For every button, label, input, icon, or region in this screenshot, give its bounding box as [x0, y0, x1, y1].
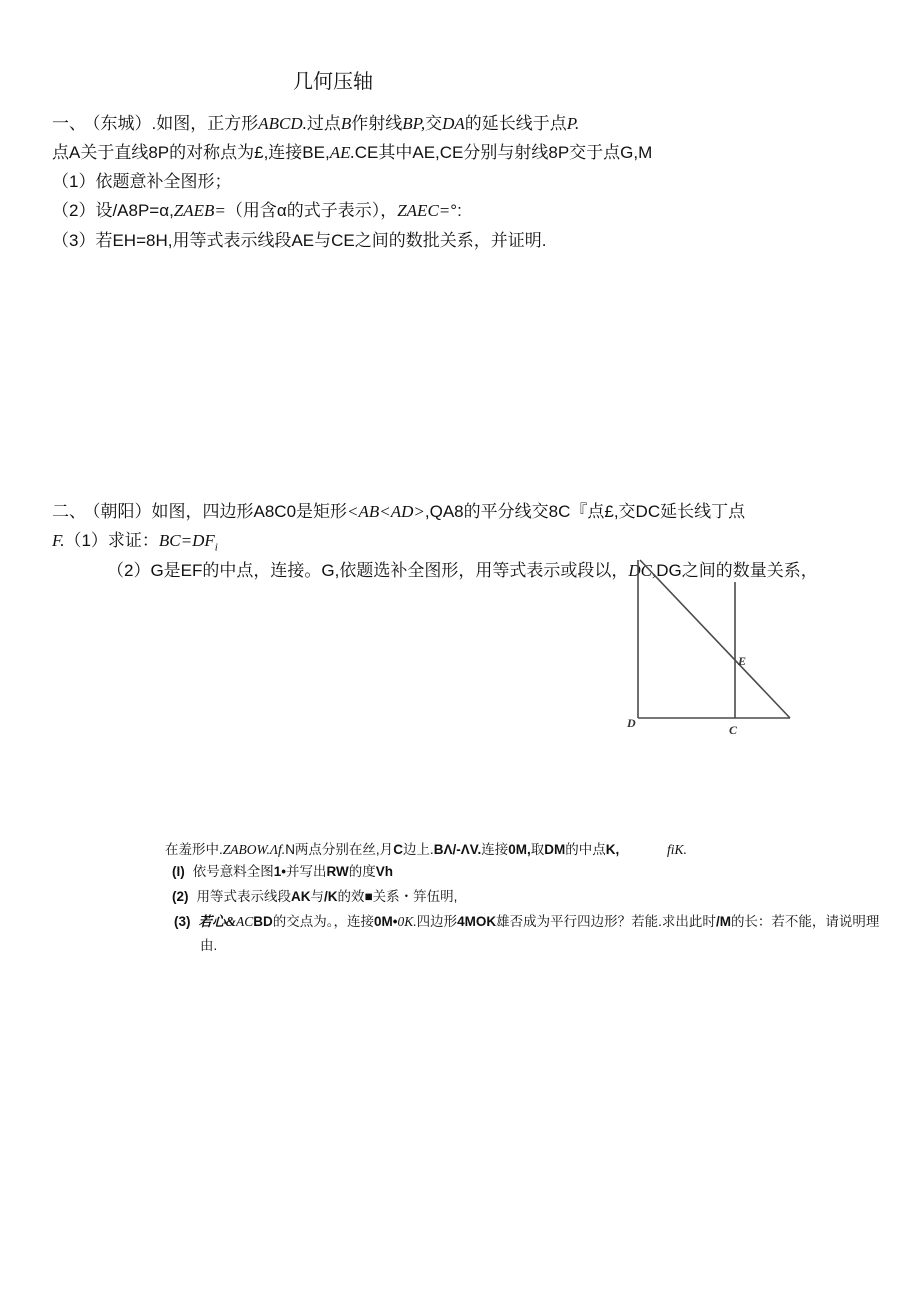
problem3-text: 并写出 — [285, 864, 327, 879]
problem1-line2 — [52, 143, 652, 163]
problem2-subscript: i — [214, 541, 218, 554]
problem3-math: /M — [715, 914, 731, 929]
problem3-text: 的中点 — [565, 842, 606, 857]
problem3-text: 依号意料全图 — [192, 864, 274, 879]
problem2-line1 — [52, 502, 745, 522]
problem2-question1 — [52, 531, 218, 557]
problem1-math: ZAEC= — [397, 201, 451, 220]
problem3-math: 若心& — [198, 914, 237, 929]
problem2-math: F. — [52, 531, 65, 550]
problem3-text: 边上. — [402, 842, 434, 857]
figure-label-d: D — [627, 716, 636, 730]
problem1-text: （2）设/A8P=α, — [52, 201, 174, 220]
problem3-math: 0M• — [374, 914, 398, 929]
problem1-math: ABCD. — [258, 114, 307, 133]
problem3-math: /K — [324, 889, 338, 904]
figure-diagonal — [640, 560, 790, 718]
problem3-question3-continued: 由. — [200, 938, 218, 953]
problem3-math: C — [393, 842, 403, 857]
problem3-math: K, — [605, 842, 620, 857]
problem1-text: 的延长线于点 — [464, 114, 567, 133]
problem3-text: 用等式表示线段 — [196, 889, 291, 904]
problem3-text: 的度 — [348, 864, 376, 879]
problem3-math: 1• — [273, 864, 286, 879]
problem1-text: 点A关于直线8P的对称点为£,连接BE, — [52, 143, 330, 162]
problem3-math: DM — [544, 842, 566, 857]
problem3-math: Vh — [375, 864, 393, 879]
problem3-math: RW — [326, 864, 349, 879]
problem1-math: B — [340, 114, 352, 133]
problem3-text: 的效■关系・笄伍明, — [337, 889, 458, 904]
problem2-math: <AB<AD> — [347, 502, 425, 521]
problem3-question1 — [172, 864, 393, 880]
problem1-line1 — [52, 114, 579, 134]
problem3-number: (3) — [174, 914, 191, 929]
problem3-text: 取 — [530, 842, 545, 857]
problem1-text: 过点 — [306, 114, 341, 133]
problem1-text: 作射线 — [351, 114, 403, 133]
problem3-text: 的长：若不能，请说明理 — [730, 914, 880, 929]
problem3-text: 在羞形中. — [165, 842, 223, 857]
problem1-math: BP, — [402, 114, 426, 133]
problem1-math: AE. — [329, 143, 355, 162]
problem2-text: DG之间的数量关系， — [656, 561, 818, 580]
problem3-line1 — [165, 842, 619, 858]
problem3-text: 雄否成为平行四边形？若能.求出此时 — [496, 914, 716, 929]
problem3-number: (2) — [172, 889, 189, 904]
problem1-math: P. — [566, 114, 580, 133]
problem3-math: BD — [253, 914, 273, 929]
problem2-math: BC=DF — [158, 531, 215, 550]
problem3-math: 4MOK — [457, 914, 497, 929]
problem1-text: °: — [450, 201, 462, 220]
problem1-question3: （3）若EH=8H,用等式表示线段AE与CE之间的数批关系，并证明. — [52, 231, 547, 250]
problem3-math: 0K. — [397, 914, 417, 929]
problem3-text: 四边形 — [416, 914, 458, 929]
problem3-math: AK — [291, 889, 311, 904]
problem3-text: 与 — [310, 889, 324, 904]
problem3-math: AC — [236, 914, 254, 929]
problem3-text: N两点分别在丝,月 — [285, 842, 394, 857]
problem3-math: ZABOW.Λf. — [222, 842, 286, 857]
problem1-text: 交 — [425, 114, 443, 133]
problem3-math: BΛ/-ΛV. — [433, 842, 482, 857]
problem3-number: (I) — [172, 864, 185, 879]
problem2-number: 二、 — [52, 502, 86, 521]
figure-label-e: E — [738, 654, 747, 668]
figure-label-c: C — [729, 723, 738, 737]
problem1-text: （用含α的式子表示）， — [225, 201, 398, 220]
problem1-question2 — [52, 201, 462, 221]
problem2-text: （2）G是EF的中点，连接。G,依题选补全图形，用等式表示或段以， — [107, 561, 629, 580]
problem3-question2 — [172, 889, 457, 905]
problem2-math: DC, — [628, 561, 657, 580]
problem3-text: 连接 — [481, 842, 509, 857]
problem3-math: 0M, — [508, 842, 531, 857]
problem2-text: （朝阳）如图，四边形A8C0是矩形 — [92, 502, 348, 521]
problem2-text: （1）求证： — [64, 531, 159, 550]
problem1-number: 一、 — [52, 114, 86, 133]
problem1-text: CE其中AE,CE分别与射线8P交于点G,M — [354, 143, 653, 162]
problem3-line1-tail: fiK. — [667, 842, 687, 857]
problem3-text: 的交点为。，连接 — [272, 914, 375, 929]
problem1-math: ZAEB= — [173, 201, 226, 220]
problem2-text: ,QA8的平分线交8C『点£,交DC延长线丁点 — [424, 502, 746, 521]
problem1-question1: （1）依题意补全图形； — [52, 172, 232, 191]
problem1-text: （东城）.如图，正方形 — [92, 114, 259, 133]
problem1-math: DA — [442, 114, 465, 133]
problem3-question3 — [174, 914, 879, 930]
page-title: 几何压轴 — [293, 71, 373, 93]
